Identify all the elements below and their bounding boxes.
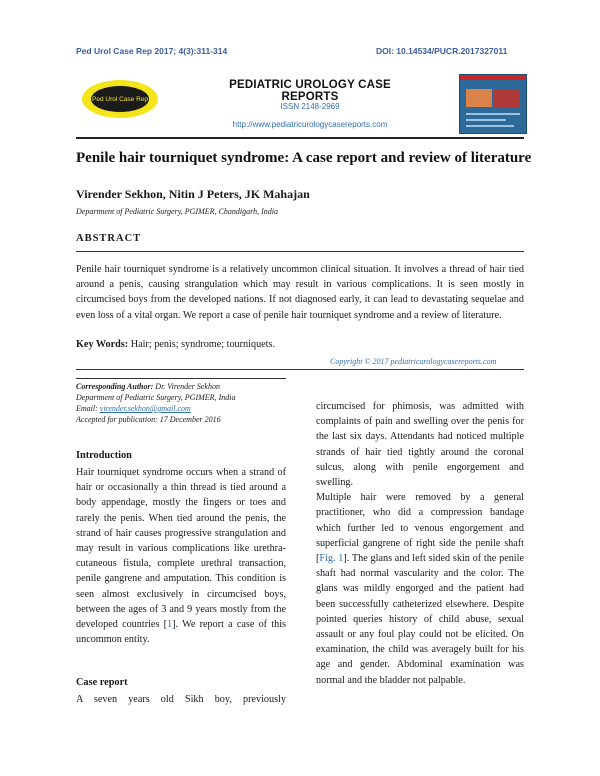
intro-heading: Introduction	[76, 450, 132, 461]
correspondence-rule	[76, 378, 286, 379]
keywords	[76, 339, 275, 350]
intro-text-a: Hair tourniquet syndrome occurs when a strand of hair or occasionally a thin thread is tied around a body appendage, mostly the fingers or toes and rarely the penis. When tied around the penis, the strand of hair causes progressive strangulation and may result in various complications like urethra-cutaneous fistula, complete urethral transaction, penile gangrene and amputation. This condition is seen almost exclusively in circumcised boys, between the ages of 3 and 9 years mostly from the developed countries [	[76, 467, 286, 631]
corr-email-line	[76, 403, 296, 414]
intro-text-b: ]. We report a case of this uncommon entity.	[76, 619, 286, 646]
case-heading: Case report	[76, 677, 128, 688]
cover-image-right	[494, 89, 520, 107]
keywords-text: Hair; penis; syndrome; tourniquets.	[130, 339, 276, 350]
cover-line	[466, 113, 520, 115]
corr-accepted: Accepted for publication: 17 December 2016	[76, 415, 221, 424]
cover-line	[466, 125, 514, 127]
keywords-label: Key Words:	[76, 339, 129, 350]
journal-title: PEDIATRIC UROLOGY CASE REPORTS	[229, 79, 391, 103]
issn: ISSN 2148-2969	[280, 102, 340, 111]
case-para-2b: ]. The glans and left sided skin of the penile shaft had normal vascularity and the color. The glans was mildly engorged and the patient had been successfully catheterized elsewhere. Despite pointed queries history of child abuse, sexual assault or any foul play could not be elicited. On examination, the child was averagely built for his age and gender. Abdominal examination was normal and the bladder not palpable.	[316, 553, 524, 686]
abstract-text: Penile hair tourniquet syndrome is a relatively uncommon clinical situation. It involves a thread of hair tied around a penis, causing strangulation which may result in various complications. It is seen mostly in circumcised boys from the developed nations. If not diagnosed early, it can lead to devastating sequelae and even loss of a vital organ. We report a case of penile hair tourniquet syndrome and a review of literature.	[76, 264, 524, 321]
right-column-text	[316, 399, 524, 688]
abstract-rule	[76, 251, 524, 252]
fig-ref-link[interactable]: Fig. 1	[319, 553, 344, 565]
abstract-heading: ABSTRACT	[76, 233, 142, 244]
authors: Virender Sekhon, Nitin J Peters, JK Mahajan	[76, 187, 310, 201]
case-para-1: circumcised for phimosis, was admitted with complaints of pain and swelling over the penis for the last six days. Attendants had noticed multiple strands of hair tied tightly around the coronal sulcus, along with penile engorgement and swelling.	[316, 401, 524, 489]
cover-band	[460, 75, 526, 80]
paper-title: Penile hair tourniquet syndrome: A case report and review of literature	[76, 150, 532, 166]
header-rule	[76, 137, 524, 139]
corr-author-label: Corresponding Author:	[76, 382, 154, 391]
affiliation: Department of Pediatric Surgery, PGIMER, Chandigarh, India	[76, 207, 278, 216]
journal-logo	[82, 80, 158, 118]
doi[interactable]: DOI: 10.14534/PUCR.2017327011	[376, 46, 508, 56]
copyright-rule	[76, 369, 524, 370]
corr-email[interactable]: virender.sekhon@gmail.com	[99, 404, 191, 413]
copyright: Copyright © 2017 pediatricurologycasereports.com	[330, 357, 497, 366]
journal-url[interactable]: http://www.pediatricurologycasereports.com	[232, 120, 388, 129]
corr-dept: Department of Pediatric Surgery, PGIMER, India	[76, 393, 236, 402]
corr-author-line	[76, 381, 296, 392]
intro-ref-link[interactable]: 1	[167, 619, 173, 631]
case-para-2a: Multiple hair were removed by a general practitioner, who did a compression bandage which further led to venous engorgement and superficial gangrene of right side the penile shaft [	[316, 492, 524, 565]
cover-line	[466, 119, 506, 121]
corr-email-label: Email:	[76, 404, 98, 413]
case-para-2	[316, 490, 524, 688]
logo-text: Ped Urol Case Rep	[91, 86, 149, 112]
intro-text	[76, 465, 286, 647]
case-text: A seven years old Sikh boy, previously	[76, 694, 286, 705]
corr-author: Dr. Virender Sekhon	[155, 382, 220, 391]
correspondence-block	[76, 381, 296, 425]
cover-image-left	[466, 89, 492, 107]
citation: Ped Urol Case Rep 2017; 4(3):311-314	[76, 46, 228, 56]
journal-cover-icon	[459, 74, 527, 134]
